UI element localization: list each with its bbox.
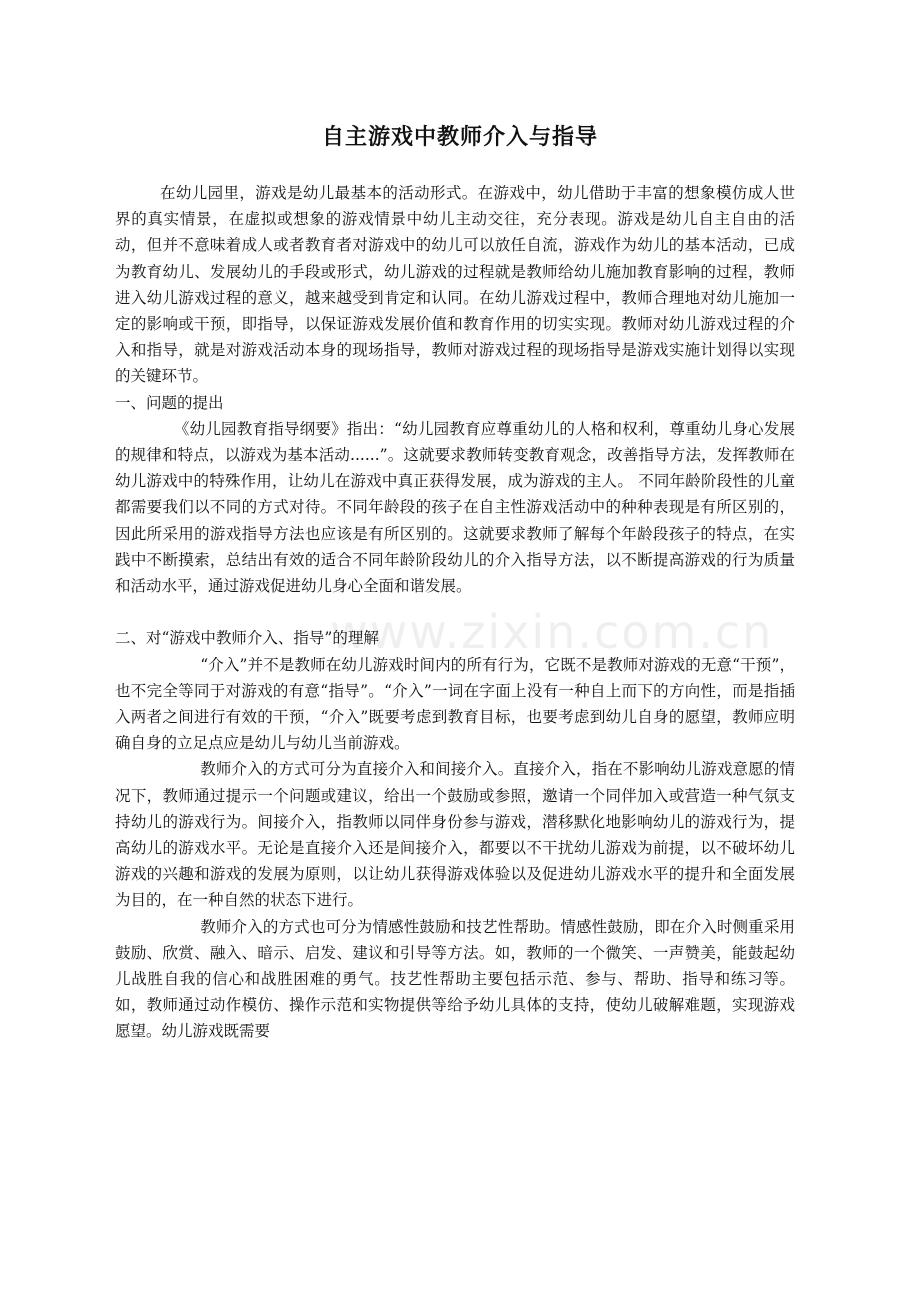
- document-body: [115, 180, 795, 1045]
- section-heading-1: 一、问题的提出: [115, 393, 224, 412]
- paragraph-definition: “介入”并不是教师在幼儿游戏时间内的所有行为，它既不是教师对游戏的无意“干预”，也不完全等同于对游戏的有意“指导”。“介入”一词在字面上没有一种自上而下的方向性，而是指插入两者之间进行有效的干预，“介入”既要考虑到教育目标，也要考虑到幼儿自身的愿望，教师应明确自身的立足点应是幼儿与幼儿当前游戏。: [115, 655, 795, 753]
- paragraph-intro: 在幼儿园里，游戏是幼儿最基本的活动形式。在游戏中，幼儿借助于丰富的想象模仿成人世界的真实情景，在虚拟或想象的游戏情景中幼儿主动交往，充分表现。游戏是幼儿自主自由的活动，但并不意味着成人或者教育者对游戏中的幼儿可以放任自流，游戏作为幼儿的基本活动，已成为教育幼儿、发展幼儿的手段或形式，幼儿游戏的过程就是教师给幼儿施加教育影响的过程，教师进入幼儿游戏过程的意义，越来越受到肯定和认同。在幼儿游戏过程中，教师合理地对幼儿施加一定的影响或干预，即指导，以保证游戏发展价值和教育作用的切实实现。教师对幼儿游戏过程的介入和指导，就是对游戏活动本身的现场指导，教师对游戏过程的现场指导是游戏实施计划得以实现的关键环节。: [115, 184, 795, 386]
- paragraph-problem: 《幼儿园教育指导纲要》指出：“幼儿园教育应尊重幼儿的人格和权利，尊重幼儿身心发展的规律和特点，以游戏为基本活动......”。这就要求教师转变教育观念，改善指导方法，发挥教师在幼儿游戏中的特殊作用，让幼儿在游戏中真正获得发展，成为游戏的主人。 不同年龄阶段性的儿童都需要我们以不同的方式对待。不同年龄段的孩子在自主性游戏活动中的种种表现是有所区别的，因此所采用的游戏指导方法也应该是有所区别的。这就要求教师了解每个年龄段孩子的特点，在实践中不断摸索，总结出有效的适合不同年龄阶段幼儿的介入指导方法，以不断提高游戏的行为质量和活动水平，通过游戏促进幼儿身心全面和谐发展。: [115, 419, 795, 596]
- section-heading-2: 二、对“游戏中教师介入、指导”的理解: [115, 629, 379, 648]
- watermark: www.zixin.com.cn: [330, 605, 774, 659]
- blank-line: [115, 599, 795, 625]
- document-title: 自主游戏中教师介入与指导: [321, 125, 598, 150]
- paragraph-emotional-technical: 教师介入的方式也可分为情感性鼓励和技艺性帮助。情感性鼓励，即在介入时侧重采用鼓励、欣赏、融入、暗示、启发、建议和引导等方法。如，教师的一个微笑、一声赞美，能鼓起幼儿战胜自我的信心和战胜困难的勇气。技艺性帮助主要包括示范、参与、帮助、指导和练习等。如，教师通过动作模仿、操作示范和实物提供等给予幼儿具体的支持，使幼儿破解难题，实现游戏愿望。幼儿游戏既需要: [115, 917, 795, 1041]
- paragraph-direct-indirect: 教师介入的方式可分为直接介入和间接介入。直接介入，指在不影响幼儿游戏意愿的情况下，教师通过提示一个问题或建议，给出一个鼓励或参照，邀请一个同伴加入或营造一种气氛支持幼儿的游戏行为。间接介入，指教师以同伴身份参与游戏，潜移默化地影响幼儿的游戏行为，提高幼儿的游戏水平。无论是直接介入还是间接介入，都要以不干扰幼儿游戏为前提，以不破坏幼儿游戏的兴趣和游戏的发展为原则，以让幼儿获得游戏体验以及促进幼儿游戏水平的提升和全面发展为目的，在一种自然的状态下进行。: [115, 760, 795, 910]
